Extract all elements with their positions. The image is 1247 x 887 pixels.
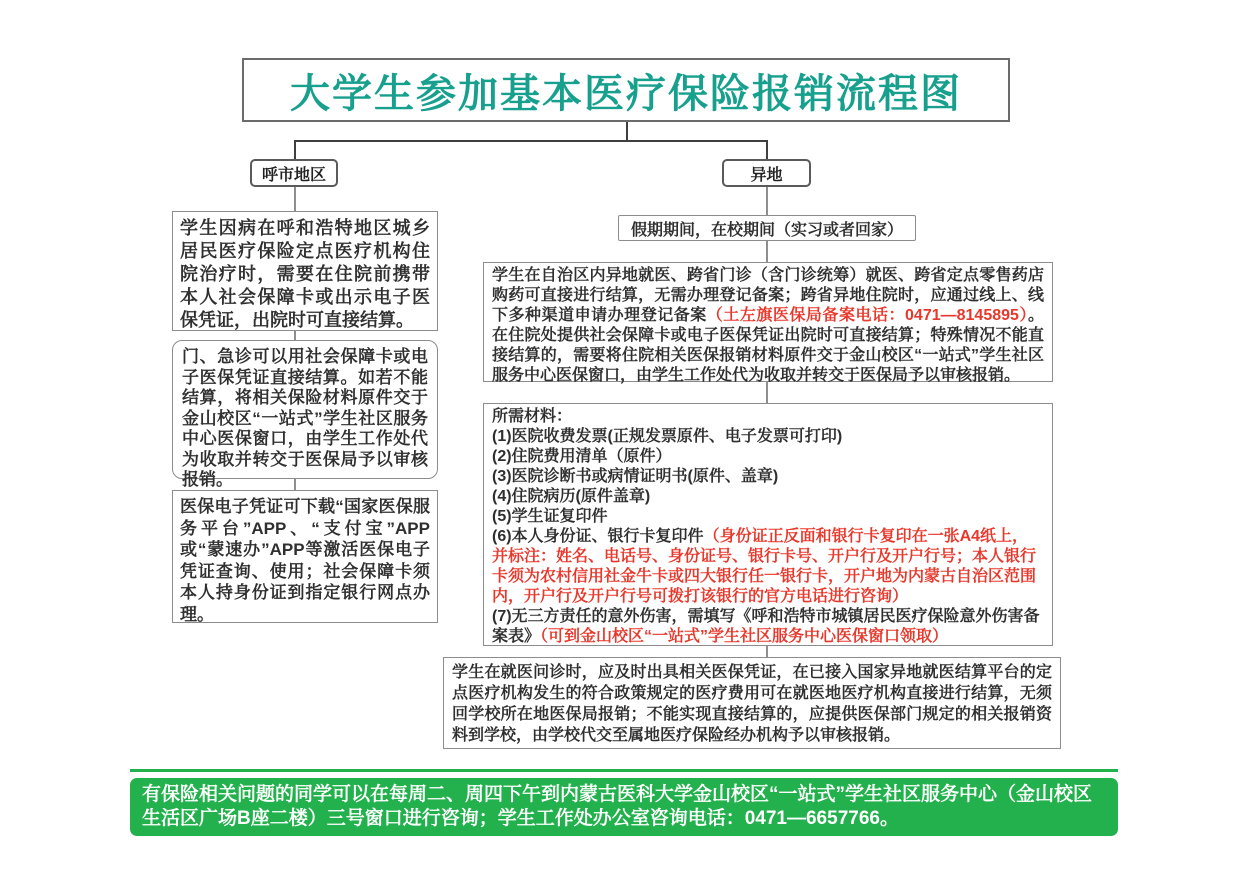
direct-settlement-text: 学生在就医问诊时，应及时出具相关医保凭证，在已接入国家异地就医结算平台的定点医疗机构发生的符合政策规定的医疗费用可在就医地医疗机构直接进行结算，无须回学校所在地医保局报销；不能实现直接结算的，应提供医保部门规定的相关报销资料到学校，由学校代交至属地医疗保险经办机构予以审核报销。	[452, 664, 1052, 744]
materials-title: 所需材料：	[492, 408, 573, 425]
connector-left-drop	[294, 140, 296, 160]
materials-item-5: (5)学生证复印件	[492, 508, 608, 525]
settle-text-2: 。在住院处提供社会保障卡或电子医保凭证出院时可直接结算；特殊情况不能直接结算的，需要将住院相关医保报销材料原件交于金山校区“一站式”学生社区服务中心医保窗口，由学生工作处代为收取并转交于医保局予以审核报销。	[492, 307, 1044, 384]
left-evoucher-text: 医保电子凭证可下载“国家医保服务平台”APP、“支付宝”APP或“蒙速办”APP等激活医保电子凭证查询、使用；社会保障卡须本人持身份证到指定银行网点办理。	[180, 497, 430, 624]
connector-right-1	[766, 187, 768, 215]
direct-settlement-box	[443, 657, 1061, 749]
connector-right-2	[766, 241, 768, 262]
page-title: 大学生参加基本医疗保险报销流程图	[290, 71, 962, 116]
required-materials-box	[483, 403, 1053, 646]
branch-right-text: 异地	[750, 166, 783, 184]
materials-item-7	[492, 607, 1044, 647]
left-inpatient-box	[172, 211, 438, 331]
holiday-period-box	[618, 215, 916, 241]
connector-title-drop	[626, 122, 628, 141]
connector-left-3	[294, 479, 296, 490]
connector-left-1	[294, 187, 296, 211]
branch-label-hushi	[250, 159, 338, 187]
materials-item-6	[492, 527, 1044, 607]
footer-notice-text: 有保险相关问题的同学可以在每周二、周四下午到内蒙古医科大学金山校区“一站式”学生社区服务中心（金山校区生活区广场B座二楼）三号窗口进行咨询；学生工作处办公室咨询电话：0471—6657766。	[142, 784, 1093, 829]
title-box	[242, 58, 1010, 122]
left-outpatient-text: 门、急诊可以用社会保障卡或电子医保凭证直接结算。如若不能结算，将相关保险材料原件交于金山校区“一站式”学生社区服务中心医保窗口，由学生工作处代为收取并转交于医保局予以审核报销。	[182, 347, 428, 489]
holiday-period-text: 假期期间，在校期间（实习或者回家）	[630, 221, 903, 239]
connector-right-drop	[766, 140, 768, 160]
branch-label-yidi	[722, 159, 811, 187]
materials-item-6-note: （身份证正反面和银行卡复印在一张A4纸上，并标注：姓名、电话号、身份证号、银行卡号、开户行及开户行号；本人银行卡须为农村信用社金牛卡或四大银行任一银行卡，开户地为内蒙古自治区范围内，开户行及开户行号可拨打该银行的官方电话进行咨询）	[492, 528, 1037, 605]
materials-item-7-label: (7)无三方责任的意外伤害，需填写《呼和浩特市城镇居民医疗保险意外伤害备案表》	[492, 608, 1040, 645]
remote-settlement-box	[483, 262, 1053, 382]
materials-item-1: (1)医院收费发票(正规发票原件、电子发票可打印)	[492, 428, 843, 445]
left-evoucher-box	[172, 490, 438, 623]
materials-item-3: (3)医院诊断书或病情证明书(原件、盖章)	[492, 468, 779, 485]
footer-divider-line	[130, 769, 1118, 772]
settle-text-1: 学生在自治区内异地就医、跨省门诊（含门诊统筹）就医、跨省定点零售药店购药可直接进行结算，无需办理登记备案；跨省异地住院时，应通过线上、线下多种渠道申请办理登记备案	[492, 267, 1044, 324]
branch-left-text: 呼市地区	[261, 166, 326, 184]
left-outpatient-box	[172, 340, 438, 489]
materials-item-2: (2)住院费用清单（原件）	[492, 448, 672, 465]
materials-item-6-label: (6)本人身份证、银行卡复印件	[492, 528, 704, 545]
materials-item-4: (4)住院病历(原件盖章)	[492, 488, 651, 505]
connector-left-2	[294, 331, 296, 340]
settle-text-red-phone: （土左旗医保局备案电话：0471—8145895）	[706, 307, 1028, 324]
connector-branch-bar	[294, 140, 768, 142]
connector-right-4	[766, 646, 768, 657]
materials-item-7-note: （可到金山校区“一站式”学生社区服务中心医保窗口领取）	[540, 628, 949, 645]
left-inpatient-text: 学生因病在呼和浩特地区城乡居民医疗保险定点医疗机构住院治疗时，需要在住院前携带本人社会保障卡或出示电子医保凭证，出院时可直接结算。	[180, 218, 430, 330]
footer-notice-bar	[130, 778, 1118, 836]
